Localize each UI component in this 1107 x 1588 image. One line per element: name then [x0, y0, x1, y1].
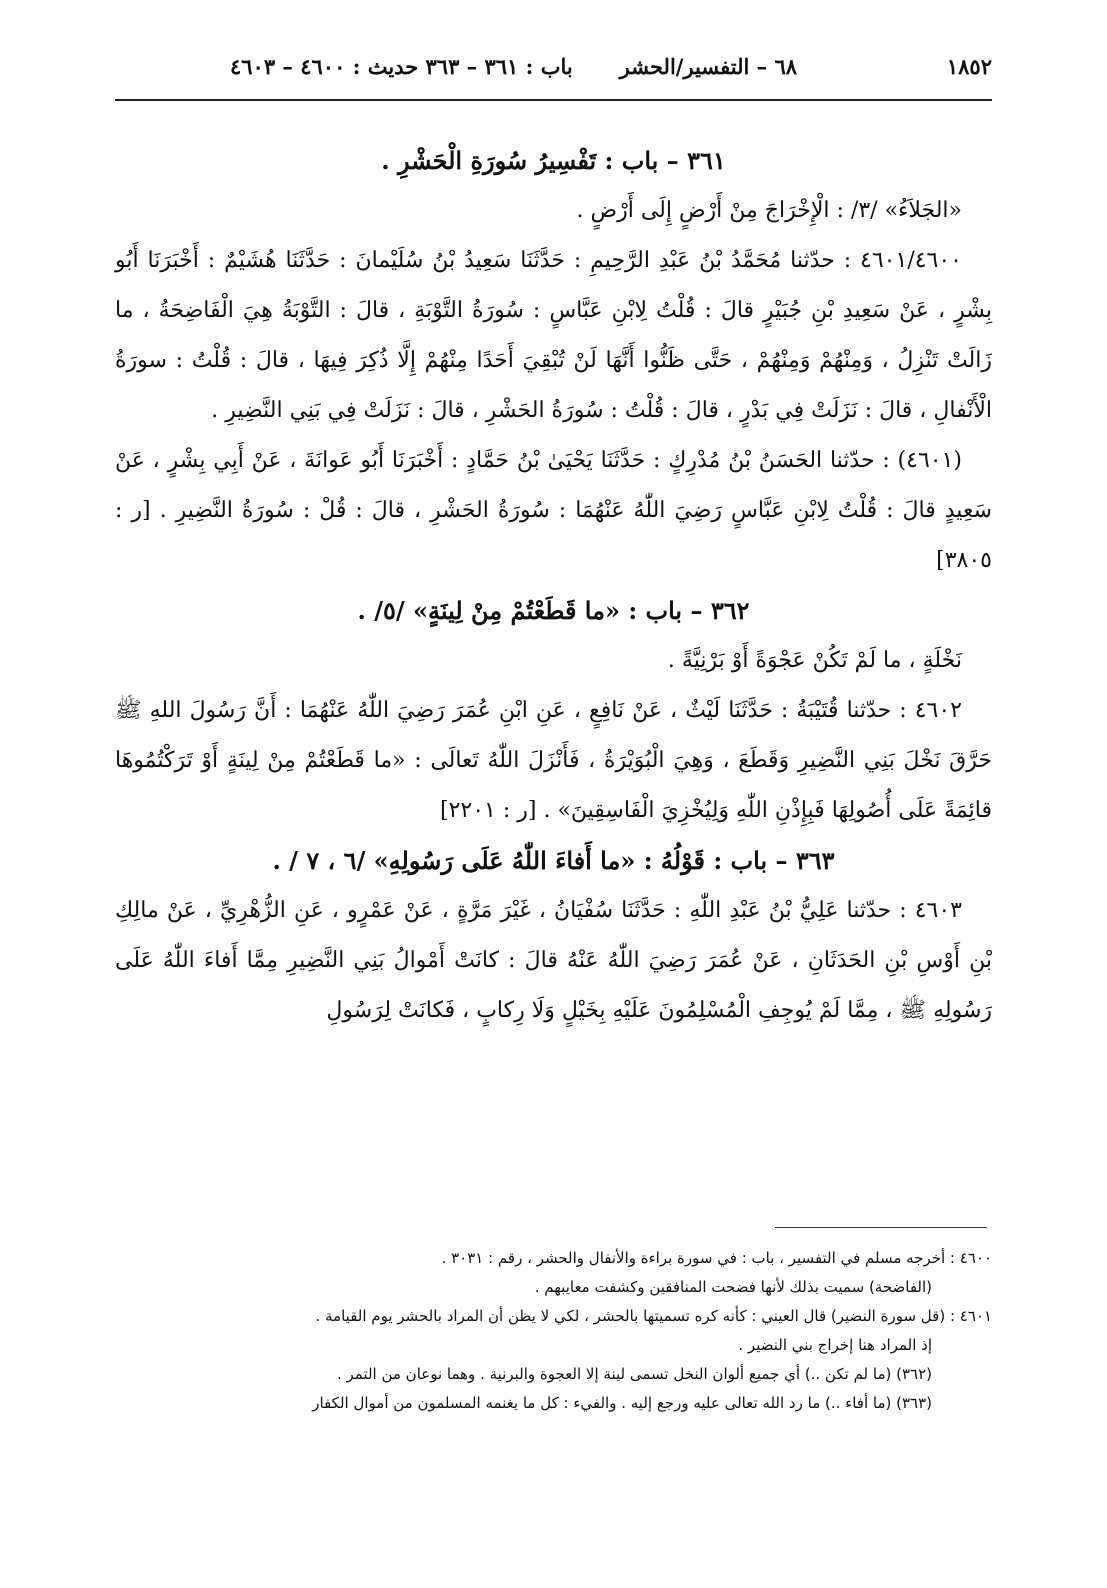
footnote: (٣٦٢) (ما لم تكن ..) أي جميع ألوان النخل تسمى لينة إلا العجوة والبرنية . وهما نوعان من التمر . [336, 1365, 932, 1383]
header-rule [115, 99, 992, 101]
hadith-4603: ٤٦٠٣ : حدّثنا عَلِيُّ بْنُ عَبْدِ اللّٰهِ : حَدَّثَنَا سُفْيَانُ ، غَيْرَ مَرَّةٍ ، عَنْ عَمْرٍو ، عَنِ الزُّهْرِيِّ ، عَنْ مالِكِ بْنِ أَوْسِ بْنِ الحَدَثَانِ ، عَنْ عُمَرَ رَضِيَ اللّٰهُ عَنْهُ قالَ : كانَتْ أَمْوالُ بَنِي النَّضِيرِ مِمَّا أَفاءَ اللّٰهُ عَلَى رَسُولِهِ ﷺ ، مِمَّا لَمْ يُوجِفِ الْمُسْلِمُونَ عَلَيْهِ بِخَيْلٍ وَلَا رِكابٍ ، فَكانَتْ لِرَسُولِ [115, 898, 992, 1023]
chapter-heading-361: ٣٦١ – باب : تَفْسِيرُ سُورَةِ الْحَشْرِ . [381, 146, 726, 175]
footnote: ٤٦٠١ : (قل سورة النضير) قال العيني : كأنه كره تسميتها بالحشر ، لكي لا يظن أن المراد بالحشر يوم القيامة . [315, 1307, 992, 1325]
footnote: (الفاضحة) سميت بذلك لأنها فضحت المنافقين وكشفت معايبهم . [534, 1278, 932, 1296]
section-range: باب : ٣٦١ – ٣٦٣ حديث : ٤٦٠٠ – ٤٦٠٣ [230, 54, 573, 79]
chapter-title: ٦٨ – التفسير/الحشر [619, 54, 797, 79]
footnote: إذ المراد هنا إخراج بني النضير . [738, 1336, 932, 1354]
hadith-4602: ٤٦٠٢ : حدّثنا قُتَيْبَةُ : حَدَّثَنَا لَيْثٌ ، عَنْ نَافِعٍ ، عَنِ ابْنِ عُمَرَ رَضِيَ اللّٰهُ عَنْهُمَا : أَنَّ رَسُولَ اللهِ ﷺ حَرَّقَ نَخْلَ بَنِي النَّضِيرِ وَقَطَعَ ، وَهِيَ الْبُوَيْرَةُ ، فَأَنْزَلَ اللّٰهُ تَعالَى : «ما قَطَعْتُمْ مِنْ لِينَةٍ أَوْ تَرَكْتُمُوهَا قائِمَةً عَلَى أُصُولِهَا فَبِإِذْنِ اللّٰهِ وَلِيُخْزِيَ الْفَاسِقِينَ» . [ر : ٢٢٠١] [115, 698, 992, 823]
page-number: ١٨٥٢ [946, 54, 992, 79]
hadith-4600: ٤٦٠١/٤٦٠٠ : حدّثنا مُحَمَّدُ بْنُ عَبْدِ الرَّحِيمِ : حَدَّثَنَا سَعِيدُ بْنُ سُلَيْمانَ : حَدَّثَنَا هُشَيْمٌ : أَخْبَرَنَا أَبُو بِشْرٍ ، عَنْ سَعِيدِ بْنِ جُبَيْرٍ قالَ : قُلْتُ لِابْنِ عَبَّاسٍ : سُورَةُ التَّوْبَةِ ، قالَ : التَّوْبَةُ هِيَ الْفَاضِحَةُ ، ما زَالَتْ تَنْزِلُ ، وَمِنْهُمْ وَمِنْهُمْ ، حَتَّى ظَنُّوا أَنَّهَا لَنْ تُبْقِيَ أَحَدًا مِنْهُمْ إِلَّا ذُكِرَ فِيهَا ، قالَ : قُلْتُ : سورَةُ الْأَنْفالِ ، قالَ : نَزَلَتْ فِي بَدْرٍ ، قالَ : قُلْتُ : سُورَةُ الحَشْرِ ، قالَ : نَزَلَتْ فِي بَنِي النَّضِيرِ . [115, 248, 992, 423]
definition-line: «الجَلاَءُ» /٣/ : الْإِخْرَاجَ مِنْ أَرْضٍ إِلَى أَرْضٍ . [576, 198, 962, 223]
hadith-4601: (٤٦٠١) : حدّثنا الحَسَنُ بْنُ مُدْرِكٍ : حَدَّثَنَا يَحْيَىٰ بْنُ حَمَّادٍ : أَخْبَرَنَا أَبُو عَوانَةَ ، عَنْ أَبِي بِشْرٍ ، عَنْ سَعِيدٍ قالَ : قُلْتُ لِابْنِ عَبَّاسٍ رَضِيَ اللّٰهُ عَنْهُمَا : سُورَةُ الحَشْرِ ، قالَ : قُلْ : سُورَةُ النَّضِيرِ . [ر : ٣٨٠٥] [115, 448, 992, 573]
footnote: (٣٦٣) (ما أفاء ..) ما رد الله تعالى عليه ورجع إليه . والفيء : كل ما يغنمه المسلمون من أموال الكفار [312, 1394, 932, 1412]
chapter-heading-362: ٣٦٢ – باب : «ما قَطَعْتُمْ مِنْ لِينَةٍ» /٥/ . [357, 596, 750, 625]
footnote-rule [775, 1227, 987, 1228]
running-header [230, 48, 992, 88]
definition-line: نَخْلَةٍ ، ما لَمْ تَكُنْ عَجْوَةً أَوْ بَرْنِيَّةً . [667, 648, 962, 673]
footnote: ٤٦٠٠ : أخرجه مسلم في التفسير ، باب : في سورة براءة والأنفال والحشر ، رقم : ٣٠٣١ . [441, 1249, 992, 1267]
main-text [115, 136, 992, 1036]
chapter-heading-363: ٣٦٣ – باب : قَوْلُهُ : «ما أَفاءَ اللّٰهُ عَلَى رَسُولِهِ» /٦ ، ٧ / . [272, 846, 835, 875]
footnotes [115, 1244, 992, 1418]
